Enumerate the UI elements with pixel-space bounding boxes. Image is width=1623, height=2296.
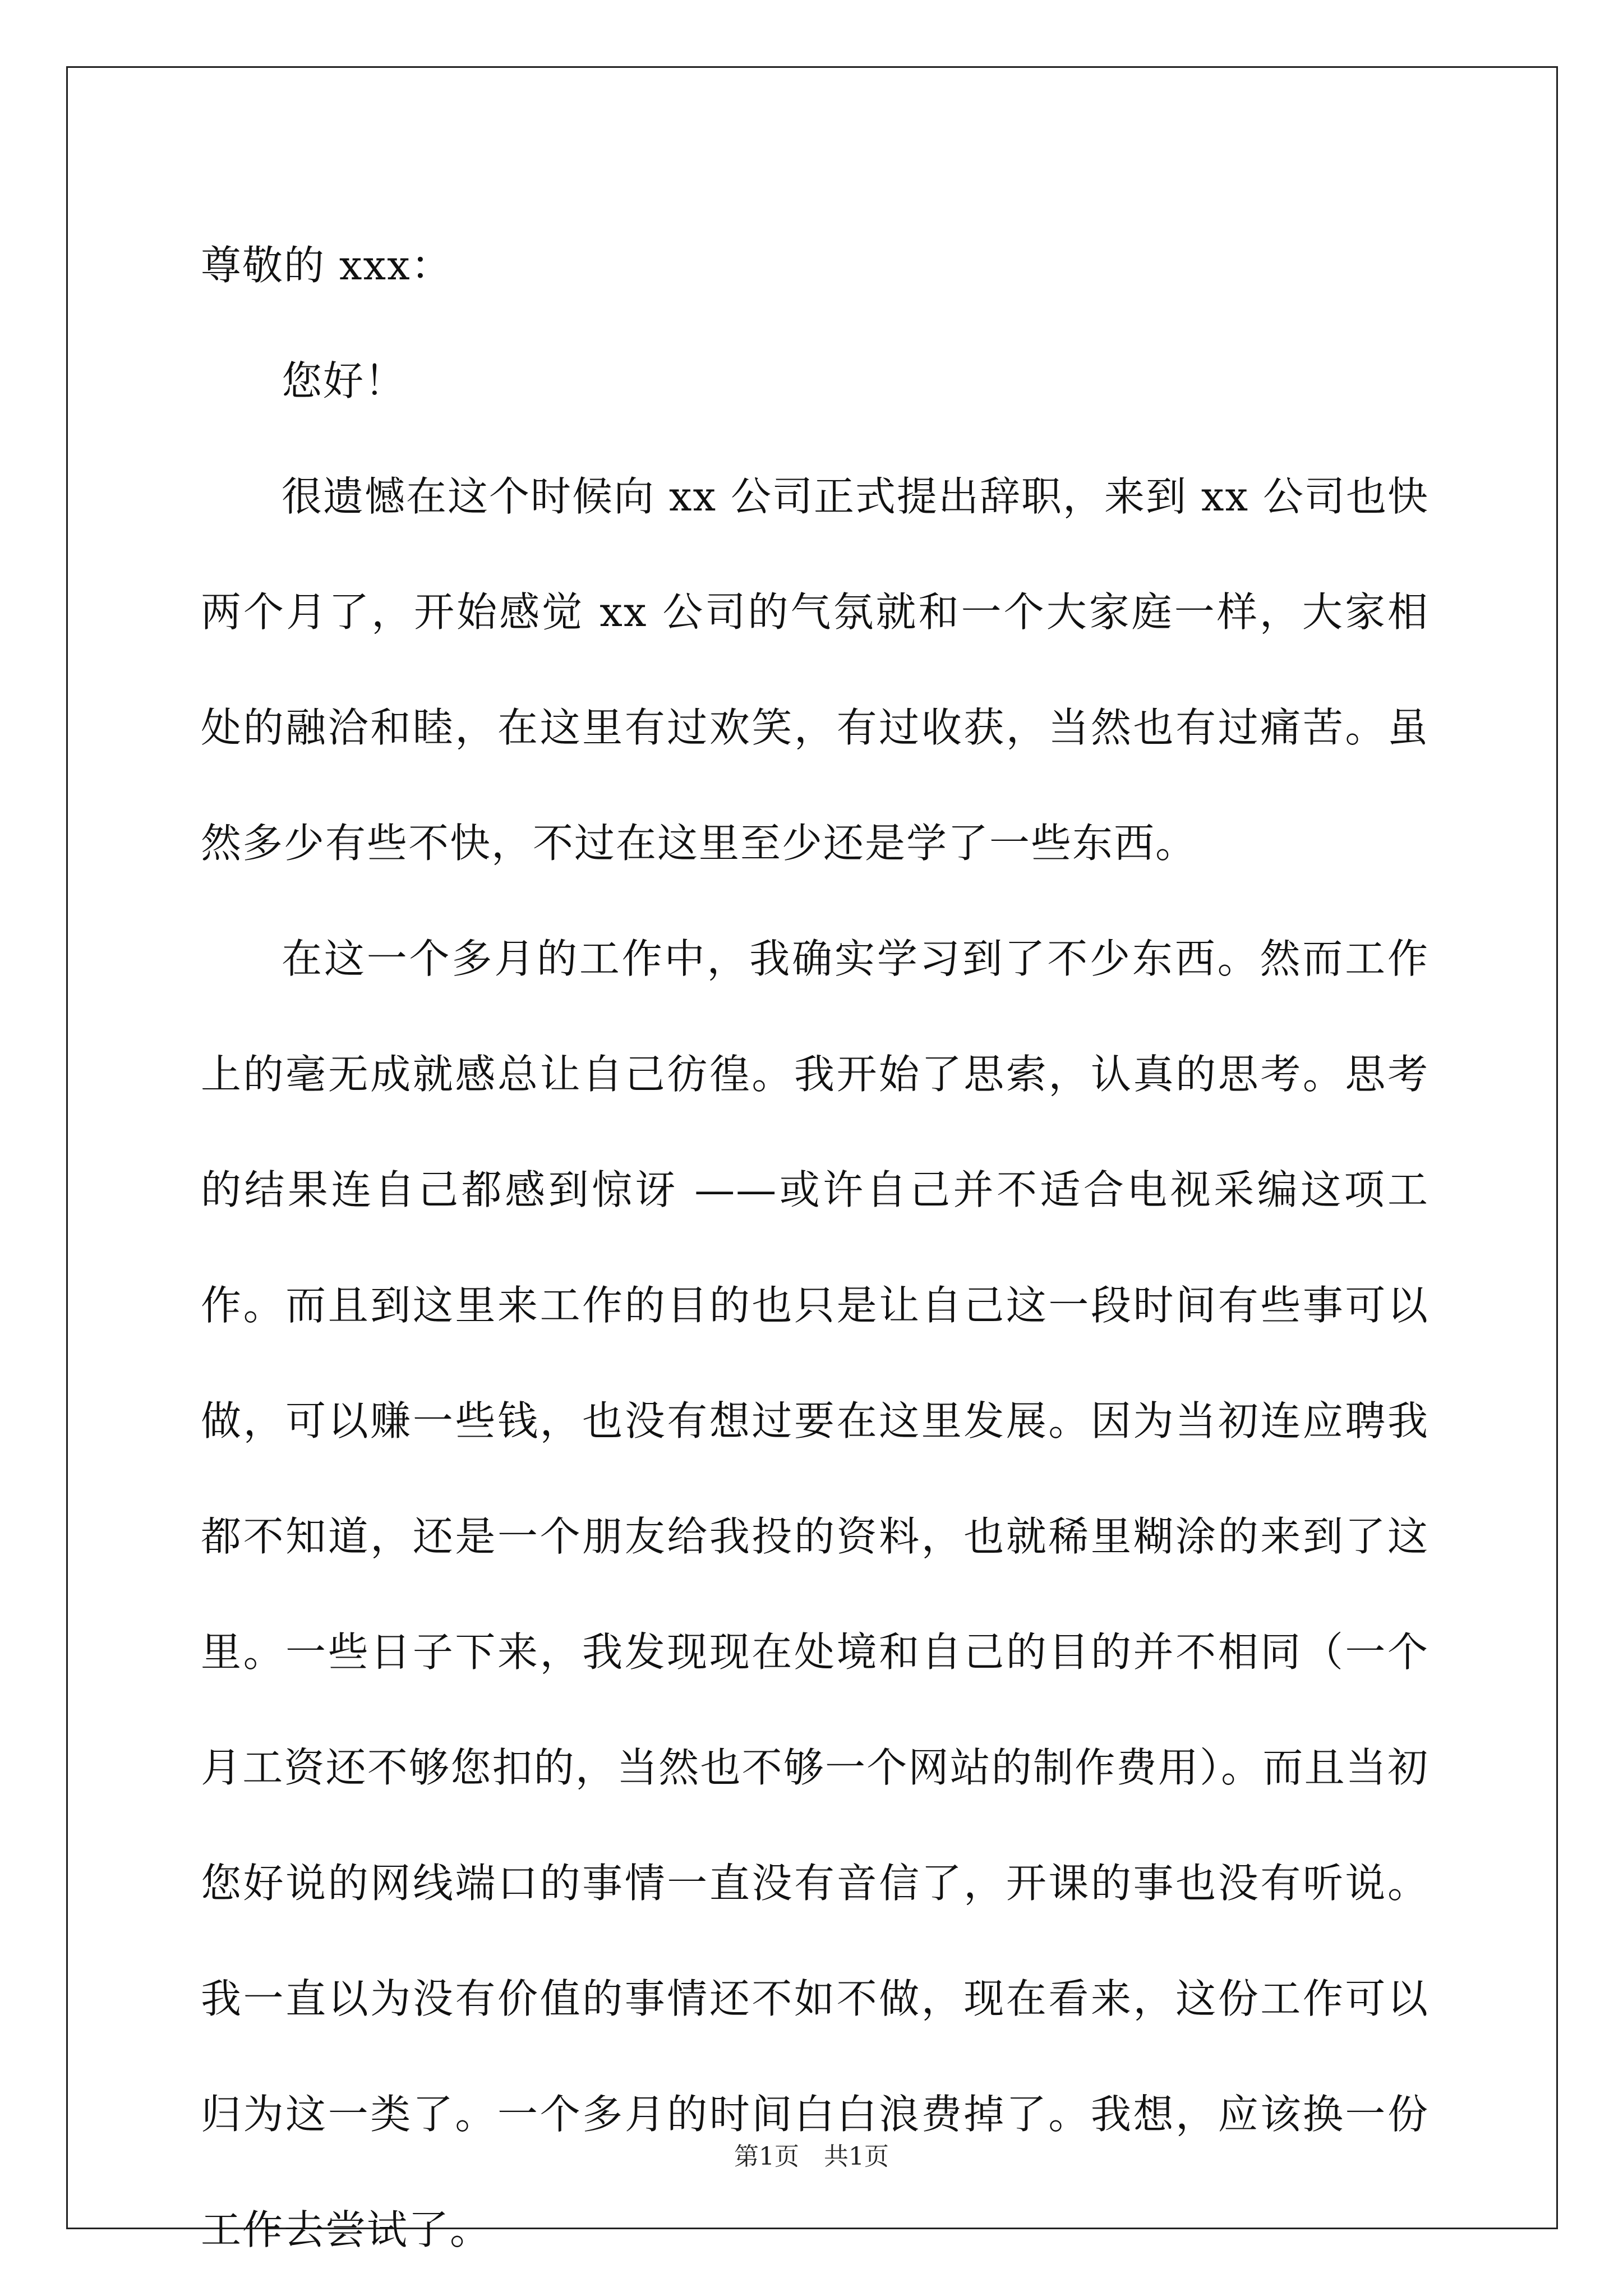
salutation: 尊敬的 xxx：	[201, 242, 453, 289]
letter-body	[201, 208, 1429, 2288]
paragraph-1: 很遗憾在这个时候向 xx 公司正式提出辞职，来到 xx 公司也快两个月了，开始感觉 xx 公司的气氛就和一个大家庭一样，大家相处的融洽和睦，在这里有过欢笑，有过收获，当然也有过痛苦。虽然多少有些不快，不过在这里至少还是学了一些东西。	[201, 473, 1429, 867]
page-footer	[0, 2136, 1623, 2172]
page-total: 共1页	[824, 2142, 889, 2171]
greeting: 您好！	[282, 357, 407, 404]
paragraph-2: 在这一个多月的工作中，我确实学习到了不少东西。然而工作上的毫无成就感总让自己彷徨。我开始了思索，认真的思考。思考的结果连自己都感到惊讶 ——或许自己并不适合电视采编这项工作。而且到这里来工作的目的也只是让自己这一段时间有些事可以做，可以赚一些钱，也没有想过要在这里发展。因为当初连应聘我都不知道，还是一个朋友给我投的资料，也就稀里糊涂的来到了这里。一些日子下来，我发现现在处境和自己的目的并不相同（一个月工资还不够您扣的，当然也不够一个网站的制作费用）。而且当初您好说的网线端口的事情一直没有音信了，开课的事也没有听说。我一直以为没有价值的事情还不如不做，现在看来，这份工作可以归为这一类了。一个多月的时间白白浪费掉了。我想，应该换一份工作去尝试了。	[201, 935, 1429, 2253]
page-number: 第1页	[734, 2142, 799, 2171]
